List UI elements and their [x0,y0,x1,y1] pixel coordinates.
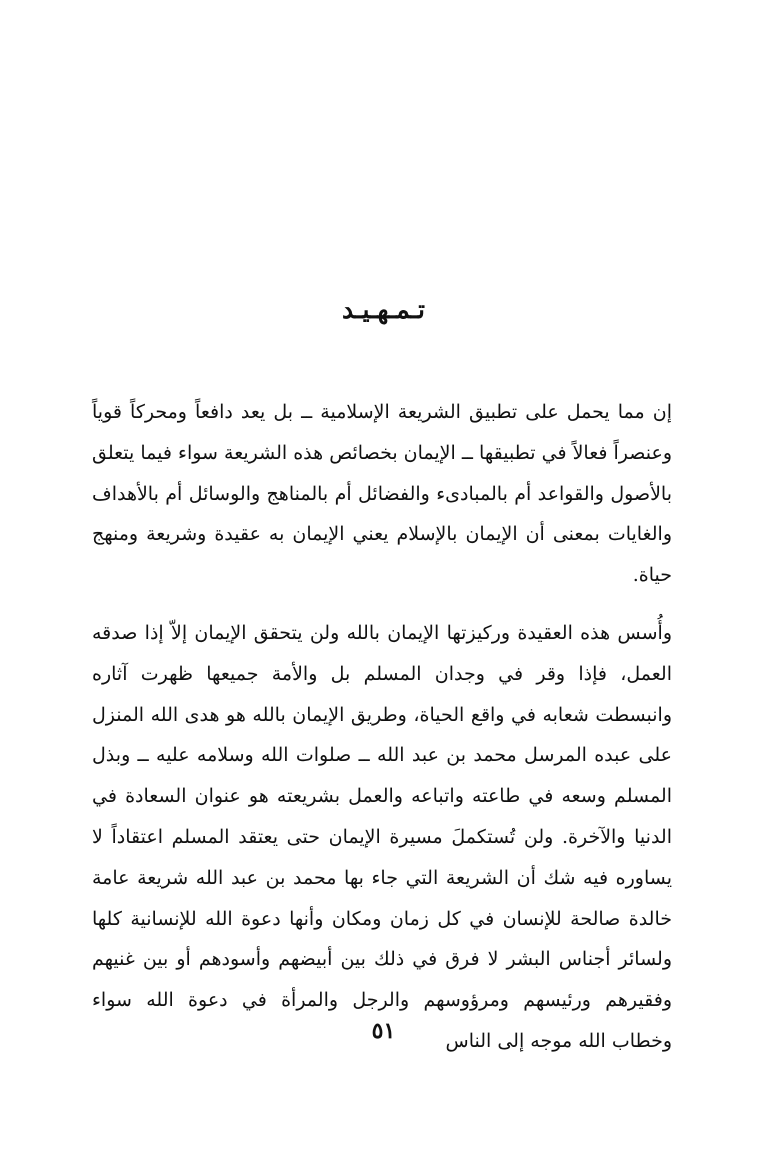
paragraph: وأُسس هذه العقيدة وركيزتها الإيمان بالله ولن يتحقق الإيمان إلاّ إذا صدقه العمل، فإذا وقر في وجدان المسلم بل والأمة جميعها ظهرت آثاره وانبسطت شعابه في واقع الحياة، وطريق الإيمان بالله هو هدى الله المنزل على عبده المرسل محمد بن عبد الله ــ صلوات الله وسلامه عليه ــ وبذل المسلم وسعه في طاعته واتباعه والعمل بشريعته هو عنوان السعادة في الدنيا والآخرة. ولن تُستكملَ مسيرة الإيمان حتى يعتقد المسلم اعتقاداً لا يساوره فيه شك أن الشريعة التي جاء بها محمد بن عبد الله شريعة عامة خالدة صالحة للإنسان في كل زمان ومكان وأنها دعوة الله للإنسانية كلها ولسائر أجناس البشر لا فرق في ذلك بين أبيضهم وأسودهم أو بين غنيهم وفقيرهم ورئيسهم ومرؤوسهم والرجل والمرأة في دعوة الله سواء وخطاب الله موجه إلى الناس [92,621,672,1052]
paragraph: إن مما يحمل على تطبيق الشريعة الإسلامية ــ بل يعد دافعاً ومحركاً قوياً وعنصراً فعالاً في تطبيقها ــ الإيمان بخصائص هذه الشريعة سواء فيما يتعلق بالأصول والقواعد أم بالمبادىء والفضائل أم بالمناهج والوسائل أم بالأهداف والغايات بمعنى أن الإيمان بالإسلام يعني الإيمان به عقيدة وشريعة ومنهج حياة. [92,401,672,587]
body-text [92,392,672,1062]
page-number: ٥١ [371,1018,396,1044]
chapter-title: تـمـهـيـد [342,295,425,324]
